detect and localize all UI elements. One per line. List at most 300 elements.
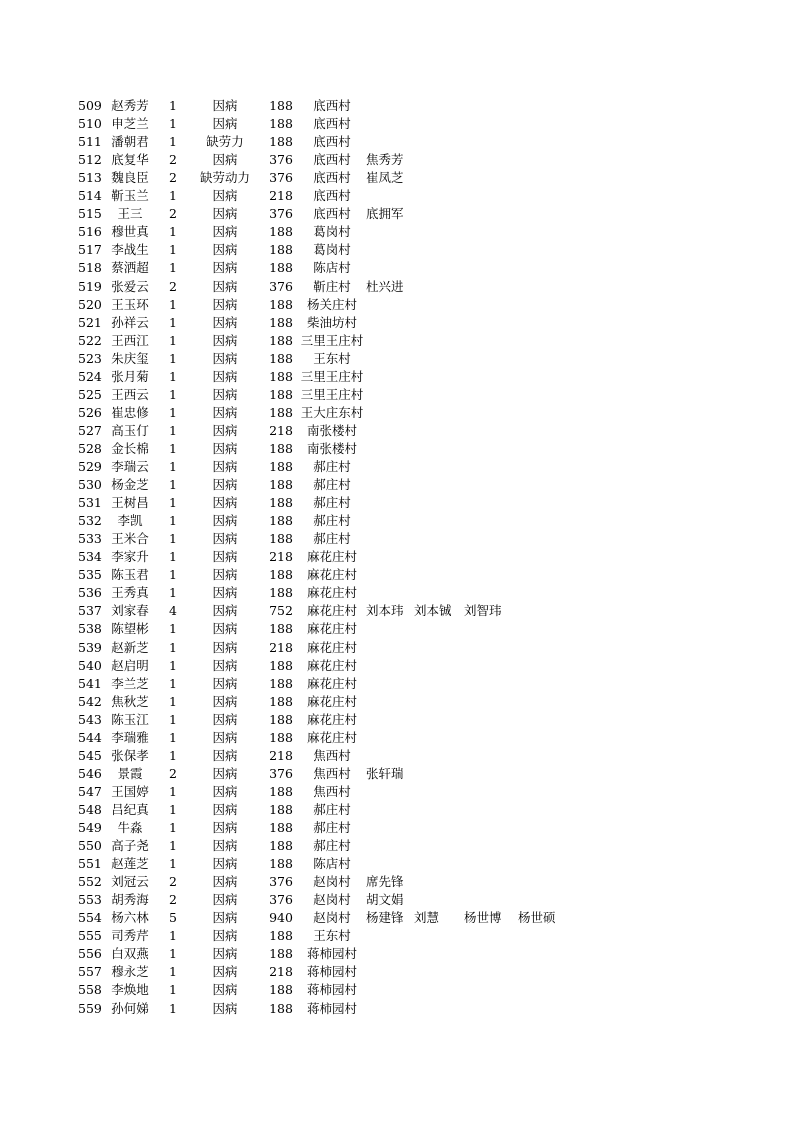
village: 麻花庄村 [306, 711, 357, 727]
applicant-name: 李凯 [117, 513, 143, 529]
reason: 因病 [212, 495, 238, 511]
village: 王东村 [313, 350, 351, 366]
applicant-name: 白双燕 [111, 946, 149, 962]
village: 麻花庄村 [306, 639, 357, 655]
amount: 188 [269, 242, 293, 258]
applicant-name: 杨六林 [111, 910, 149, 926]
table-row [0, 639, 793, 657]
household-count: 1 [169, 621, 177, 637]
village: 底西村 [313, 134, 351, 150]
family-member: 张轩瑞 [366, 765, 404, 781]
amount: 376 [269, 874, 293, 890]
applicant-name: 王三 [117, 206, 143, 222]
village: 底西村 [313, 152, 351, 168]
amount: 188 [269, 657, 293, 673]
household-count: 1 [169, 675, 177, 691]
applicant-name: 李家升 [111, 549, 149, 565]
village: 郝庄村 [313, 820, 351, 835]
household-count: 1 [169, 242, 177, 258]
household-count: 1 [169, 801, 177, 817]
row-number: 526 [78, 404, 102, 420]
family-member: 刘本玮 [366, 603, 404, 619]
reason: 因病 [212, 657, 238, 673]
village: 南张楼村 [306, 440, 357, 456]
household-count: 1 [169, 964, 177, 980]
applicant-name: 王西云 [111, 386, 149, 402]
table-row [0, 837, 793, 855]
reason: 因病 [212, 116, 238, 132]
table-row [0, 133, 793, 151]
household-count: 5 [169, 910, 177, 926]
village: 葛岗村 [313, 224, 351, 240]
household-count: 1 [169, 729, 177, 745]
reason: 因病 [212, 765, 238, 781]
row-number: 519 [78, 278, 102, 294]
row-number: 512 [78, 152, 102, 168]
household-count: 1 [169, 838, 177, 854]
applicant-name: 刘冠云 [111, 874, 149, 890]
applicant-name: 杨金芝 [111, 477, 149, 493]
row-number: 523 [78, 350, 102, 366]
village: 麻花庄村 [306, 657, 357, 673]
household-count: 1 [169, 350, 177, 366]
table-row [0, 693, 793, 711]
amount: 188 [269, 440, 293, 456]
row-number: 532 [78, 513, 102, 529]
row-number: 531 [78, 495, 102, 511]
applicant-name: 金长棉 [111, 440, 149, 456]
household-count: 4 [169, 603, 177, 619]
village: 焦西村 [313, 747, 351, 763]
amount: 376 [269, 892, 293, 908]
table-row [0, 548, 793, 566]
row-number: 545 [78, 747, 102, 763]
village: 底西村 [313, 188, 351, 204]
family-member: 刘慧 [414, 910, 440, 926]
amount: 218 [269, 639, 293, 655]
household-count: 2 [169, 152, 177, 168]
row-number: 557 [78, 964, 102, 980]
village: 郝庄村 [313, 838, 351, 854]
table-row [0, 927, 793, 945]
row-number: 548 [78, 801, 102, 817]
applicant-name: 孙祥云 [111, 314, 149, 330]
village: 蒋柿园村 [306, 964, 357, 980]
amount: 188 [269, 621, 293, 637]
row-number: 543 [78, 711, 102, 727]
amount: 188 [269, 260, 293, 276]
household-count: 1 [169, 440, 177, 456]
reason: 因病 [212, 368, 238, 384]
row-number: 536 [78, 585, 102, 601]
table-row [0, 711, 793, 729]
reason: 因病 [212, 585, 238, 601]
village: 杨关庄村 [306, 296, 357, 312]
household-count: 1 [169, 856, 177, 872]
row-number: 530 [78, 477, 102, 493]
table-row [0, 819, 793, 837]
village: 郝庄村 [313, 459, 351, 474]
village: 蒋柿园村 [306, 946, 357, 962]
reason: 因病 [212, 729, 238, 745]
reason: 因病 [212, 513, 238, 529]
reason: 因病 [212, 567, 238, 583]
village: 三里王庄村 [300, 368, 364, 384]
reason: 因病 [212, 296, 238, 312]
household-count: 1 [169, 747, 177, 763]
family-member: 刘本铖 [414, 603, 452, 619]
applicant-name: 王玉环 [111, 296, 149, 312]
village: 陈店村 [313, 260, 351, 276]
family-member: 席先锋 [366, 874, 404, 890]
row-number: 511 [78, 134, 102, 150]
household-count: 1 [169, 585, 177, 601]
household-count: 1 [169, 495, 177, 511]
row-number: 541 [78, 675, 102, 691]
amount: 188 [269, 675, 293, 691]
amount: 188 [269, 224, 293, 240]
row-number: 529 [78, 459, 102, 474]
row-number: 547 [78, 783, 102, 799]
household-count: 1 [169, 783, 177, 799]
household-count: 2 [169, 765, 177, 781]
table-row [0, 278, 793, 296]
amount: 376 [269, 206, 293, 222]
applicant-name: 景霞 [117, 765, 143, 781]
family-member: 底拥军 [366, 206, 404, 222]
applicant-name: 胡秀海 [111, 892, 149, 908]
reason: 因病 [212, 440, 238, 456]
village: 麻花庄村 [306, 585, 357, 601]
village: 三里王庄村 [300, 386, 364, 402]
family-member: 杜兴进 [366, 278, 404, 294]
village: 郝庄村 [313, 513, 351, 529]
row-number: 515 [78, 206, 102, 222]
reason: 因病 [212, 928, 238, 944]
village: 赵岗村 [313, 910, 351, 926]
table-row [0, 296, 793, 314]
row-number: 533 [78, 531, 102, 547]
reason: 因病 [212, 332, 238, 348]
village: 王东村 [313, 928, 351, 944]
applicant-name: 穆永芝 [111, 964, 149, 980]
amount: 218 [269, 747, 293, 763]
table-row [0, 205, 793, 223]
table-row [0, 151, 793, 169]
village: 麻花庄村 [306, 693, 357, 709]
row-number: 556 [78, 946, 102, 962]
village: 底西村 [313, 116, 351, 132]
table-row [0, 873, 793, 891]
reason: 因病 [212, 711, 238, 727]
amount: 188 [269, 820, 293, 835]
household-count: 1 [169, 188, 177, 204]
family-member: 杨世硕 [518, 910, 556, 926]
amount: 188 [269, 134, 293, 150]
row-number: 522 [78, 332, 102, 348]
household-count: 1 [169, 928, 177, 944]
table-row [0, 368, 793, 386]
reason: 因病 [212, 242, 238, 258]
applicant-name: 李兰芝 [111, 675, 149, 691]
table-row [0, 386, 793, 404]
household-count: 1 [169, 513, 177, 529]
row-number: 550 [78, 838, 102, 854]
village: 靳庄村 [313, 278, 351, 294]
row-number: 521 [78, 314, 102, 330]
row-number: 525 [78, 386, 102, 402]
amount: 188 [269, 567, 293, 583]
table-row [0, 476, 793, 494]
table-row [0, 115, 793, 133]
amount: 188 [269, 477, 293, 493]
household-count: 1 [169, 134, 177, 150]
reason: 因病 [212, 838, 238, 854]
applicant-name: 赵秀芳 [111, 98, 149, 113]
row-number: 544 [78, 729, 102, 745]
reason: 因病 [212, 964, 238, 980]
amount: 188 [269, 98, 293, 113]
family-member: 杨建锋 [366, 910, 404, 926]
household-count: 1 [169, 946, 177, 962]
table-row [0, 657, 793, 675]
table-row [0, 1000, 793, 1018]
household-count: 1 [169, 368, 177, 384]
applicant-name: 朱庆玺 [111, 350, 149, 366]
table-row [0, 440, 793, 458]
reason: 因病 [212, 459, 238, 474]
applicant-name: 焦秋芝 [111, 693, 149, 709]
row-number: 516 [78, 224, 102, 240]
row-number: 553 [78, 892, 102, 908]
row-number: 518 [78, 260, 102, 276]
applicant-name: 吕纪真 [111, 801, 149, 817]
reason: 因病 [212, 856, 238, 872]
reason: 因病 [212, 188, 238, 204]
applicant-name: 李战生 [111, 242, 149, 258]
reason: 因病 [212, 910, 238, 926]
applicant-name: 申芝兰 [111, 116, 149, 132]
household-count: 1 [169, 477, 177, 493]
reason: 因病 [212, 224, 238, 240]
applicant-name: 高子尧 [111, 838, 149, 854]
reason: 因病 [212, 422, 238, 438]
reason: 因病 [212, 404, 238, 420]
applicant-name: 李瑞云 [111, 459, 149, 474]
row-number: 549 [78, 820, 102, 835]
household-count: 1 [169, 260, 177, 276]
amount: 218 [269, 422, 293, 438]
reason: 缺劳力 [206, 134, 244, 150]
applicant-name: 魏良臣 [111, 170, 149, 186]
reason: 因病 [212, 783, 238, 799]
amount: 188 [269, 783, 293, 799]
amount: 188 [269, 332, 293, 348]
amount: 188 [269, 495, 293, 511]
row-number: 510 [78, 116, 102, 132]
reason: 因病 [212, 260, 238, 276]
row-number: 546 [78, 765, 102, 781]
table-row [0, 259, 793, 277]
household-count: 1 [169, 982, 177, 998]
household-count: 1 [169, 711, 177, 727]
applicant-name: 穆世真 [111, 224, 149, 240]
table-row [0, 404, 793, 422]
amount: 188 [269, 838, 293, 854]
village: 麻花庄村 [306, 675, 357, 691]
row-number: 535 [78, 567, 102, 583]
household-count: 1 [169, 459, 177, 474]
table-row [0, 187, 793, 205]
row-number: 555 [78, 928, 102, 944]
amount: 376 [269, 765, 293, 781]
applicant-name: 牛淼 [117, 820, 143, 835]
row-number: 542 [78, 693, 102, 709]
applicant-name: 陈玉江 [111, 711, 149, 727]
table-row [0, 909, 793, 927]
household-count: 1 [169, 314, 177, 330]
village: 焦西村 [313, 783, 351, 799]
table-row [0, 747, 793, 765]
table-row [0, 620, 793, 638]
table-row [0, 530, 793, 548]
reason: 因病 [212, 675, 238, 691]
reason: 因病 [212, 801, 238, 817]
applicant-name: 李焕地 [111, 982, 149, 998]
amount: 188 [269, 531, 293, 547]
row-number: 509 [78, 98, 102, 113]
village: 陈店村 [313, 856, 351, 872]
row-number: 513 [78, 170, 102, 186]
table-row [0, 783, 793, 801]
reason: 因病 [212, 747, 238, 763]
applicant-name: 张保孝 [111, 747, 149, 763]
village: 赵岗村 [313, 874, 351, 890]
family-member: 胡文娟 [366, 892, 404, 908]
table-row [0, 584, 793, 602]
reason: 因病 [212, 549, 238, 565]
applicant-name: 王树昌 [111, 495, 149, 511]
reason: 缺劳动力 [199, 170, 250, 186]
village: 郝庄村 [313, 495, 351, 511]
village: 麻花庄村 [306, 603, 357, 619]
household-count: 1 [169, 422, 177, 438]
amount: 188 [269, 711, 293, 727]
household-count: 1 [169, 116, 177, 132]
reason: 因病 [212, 982, 238, 998]
household-count: 2 [169, 874, 177, 890]
household-count: 1 [169, 693, 177, 709]
household-count: 1 [169, 98, 177, 113]
applicant-name: 陈玉君 [111, 567, 149, 583]
village: 麻花庄村 [306, 729, 357, 745]
row-number: 534 [78, 549, 102, 565]
amount: 188 [269, 116, 293, 132]
row-number: 524 [78, 368, 102, 384]
applicant-name: 赵新芝 [111, 639, 149, 655]
applicant-name: 张爱云 [111, 278, 149, 294]
household-count: 2 [169, 206, 177, 222]
applicant-name: 王西江 [111, 332, 149, 348]
amount: 188 [269, 585, 293, 601]
row-number: 559 [78, 1000, 102, 1016]
amount: 752 [269, 603, 293, 619]
reason: 因病 [212, 350, 238, 366]
table-row [0, 855, 793, 873]
table-row [0, 241, 793, 259]
reason: 因病 [212, 531, 238, 547]
village: 郝庄村 [313, 477, 351, 493]
household-count: 1 [169, 549, 177, 565]
amount: 188 [269, 928, 293, 944]
village: 蒋柿园村 [306, 982, 357, 998]
table-row [0, 566, 793, 584]
village: 赵岗村 [313, 892, 351, 908]
applicant-name: 李瑞雅 [111, 729, 149, 745]
reason: 因病 [212, 98, 238, 113]
reason: 因病 [212, 386, 238, 402]
table-row [0, 729, 793, 747]
row-number: 537 [78, 603, 102, 619]
amount: 188 [269, 404, 293, 420]
family-member: 杨世博 [464, 910, 502, 926]
reason: 因病 [212, 1000, 238, 1016]
amount: 188 [269, 946, 293, 962]
row-number: 539 [78, 639, 102, 655]
amount: 188 [269, 368, 293, 384]
reason: 因病 [212, 621, 238, 637]
applicant-name: 赵启明 [111, 657, 149, 673]
village: 葛岗村 [313, 242, 351, 258]
reason: 因病 [212, 206, 238, 222]
row-number: 517 [78, 242, 102, 258]
reason: 因病 [212, 639, 238, 655]
row-number: 528 [78, 440, 102, 456]
household-count: 1 [169, 657, 177, 673]
table-row [0, 981, 793, 999]
applicant-name: 王秀真 [111, 585, 149, 601]
amount: 188 [269, 1000, 293, 1016]
village: 柴油坊村 [306, 314, 357, 330]
amount: 218 [269, 549, 293, 565]
table-row [0, 350, 793, 368]
household-count: 1 [169, 296, 177, 312]
amount: 188 [269, 513, 293, 529]
row-number: 520 [78, 296, 102, 312]
table-row [0, 169, 793, 187]
row-number: 540 [78, 657, 102, 673]
applicant-name: 刘家春 [111, 603, 149, 619]
table-row [0, 945, 793, 963]
reason: 因病 [212, 874, 238, 890]
amount: 376 [269, 170, 293, 186]
applicant-name: 赵莲芝 [111, 856, 149, 872]
reason: 因病 [212, 152, 238, 168]
reason: 因病 [212, 477, 238, 493]
village: 王大庄东村 [300, 404, 364, 420]
applicant-name: 崔忠修 [111, 404, 149, 420]
amount: 188 [269, 350, 293, 366]
applicant-name: 孙何娣 [111, 1000, 149, 1016]
row-number: 558 [78, 982, 102, 998]
village: 底西村 [313, 170, 351, 186]
reason: 因病 [212, 314, 238, 330]
village: 郝庄村 [313, 531, 351, 547]
applicant-name: 蔡洒超 [111, 260, 149, 276]
amount: 188 [269, 856, 293, 872]
applicant-name: 高玉仃 [111, 422, 149, 438]
family-member: 崔凤芝 [366, 170, 404, 186]
